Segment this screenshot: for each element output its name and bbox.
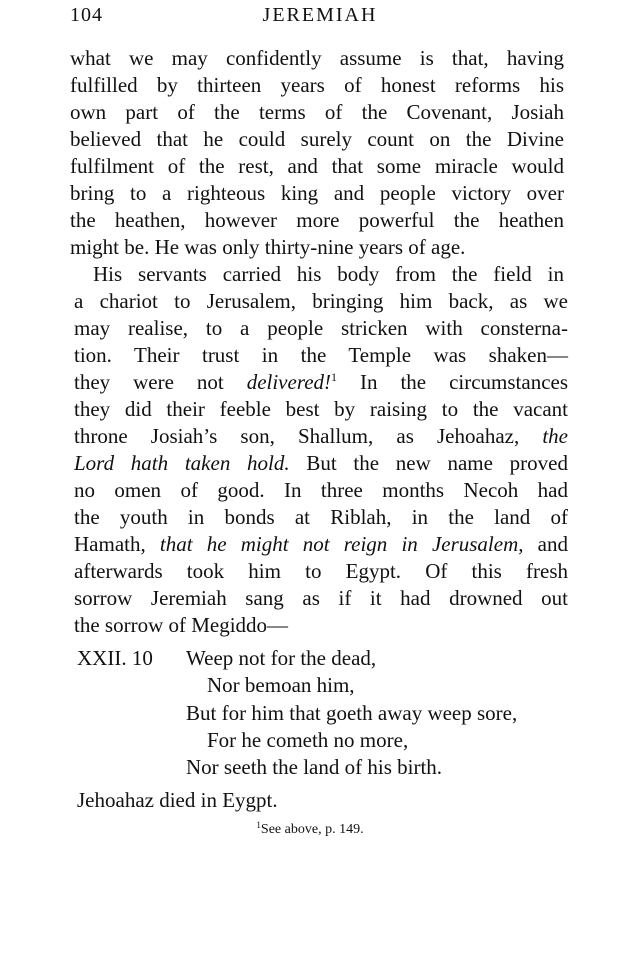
footnote <box>0 822 620 838</box>
text-line: what we may confidently assume is that, having <box>70 46 564 70</box>
text-segment: they were not <box>74 370 247 394</box>
text-line <box>74 531 568 558</box>
text-line: His servants carried his body from the field in <box>93 262 564 286</box>
text-line: own part of the terms of the Covenant, Josiah <box>70 100 564 124</box>
page-number: 104 <box>70 4 103 26</box>
text-line: tion. Their trust in the Temple was shaken— <box>74 343 568 367</box>
footnote-marker: 1 <box>331 370 338 384</box>
verse-line: For he cometh no more, <box>207 728 409 752</box>
text-line <box>74 450 568 477</box>
italic-quote: Lord hath taken hold. <box>74 451 290 475</box>
verse-reference: XXII. 10 <box>77 646 153 670</box>
text-line: they did their feeble best by raising to the vacant <box>74 397 568 421</box>
text-line <box>74 423 568 450</box>
italic-quote: that he might not reign in Jerusalem, <box>159 532 524 556</box>
text-line: fulfilled by thirteen years of honest reforms his <box>70 73 564 97</box>
text-line: may realise, to a people stricken with consterna- <box>74 316 568 340</box>
text-segment: In the circumstances <box>337 370 569 394</box>
text-line: bring to a righteous king and people victory over <box>70 181 564 205</box>
text-segment: But the new name proved <box>289 451 568 475</box>
footnote-number: 1 <box>256 820 261 830</box>
footnote-text: See above, p. 149. <box>260 822 364 837</box>
italic-quote: delivered! <box>246 370 332 394</box>
closing-line: Jehoahaz died in Eygpt. <box>77 788 278 812</box>
text-segment: and <box>523 532 569 556</box>
text-line: fulfilment of the rest, and that some miracle would <box>70 154 564 178</box>
verse-line: But for him that goeth away weep sore, <box>186 701 518 725</box>
italic-quote: the <box>542 424 568 448</box>
verse-line: Nor seeth the land of his birth. <box>186 755 443 779</box>
text-segment: throne Josiah’s son, Shallum, as Jehoahaz, <box>74 424 543 448</box>
text-line: believed that he could surely count on the Divine <box>70 127 564 151</box>
text-line: might be. He was only thirty-nine years of age. <box>70 235 466 259</box>
running-title: JEREMIAH <box>262 4 378 26</box>
text-line: no omen of good. In three months Necoh had <box>74 478 568 502</box>
text-line: afterwards took him to Egypt. Of this fresh <box>74 559 568 583</box>
text-line: the heathen, however more powerful the heathen <box>70 208 564 232</box>
text-line <box>74 369 568 396</box>
text-line: the sorrow of Megiddo— <box>74 613 289 637</box>
verse-line: Weep not for the dead, <box>186 646 377 670</box>
text-line: a chariot to Jerusalem, bringing him back, as we <box>74 289 568 313</box>
text-segment: Hamath, <box>74 532 160 556</box>
text-line: sorrow Jeremiah sang as if it had drowned out <box>74 586 568 610</box>
text-line: the youth in bonds at Riblah, in the land of <box>74 505 568 529</box>
verse-line: Nor bemoan him, <box>207 673 355 697</box>
page-header <box>70 4 570 30</box>
